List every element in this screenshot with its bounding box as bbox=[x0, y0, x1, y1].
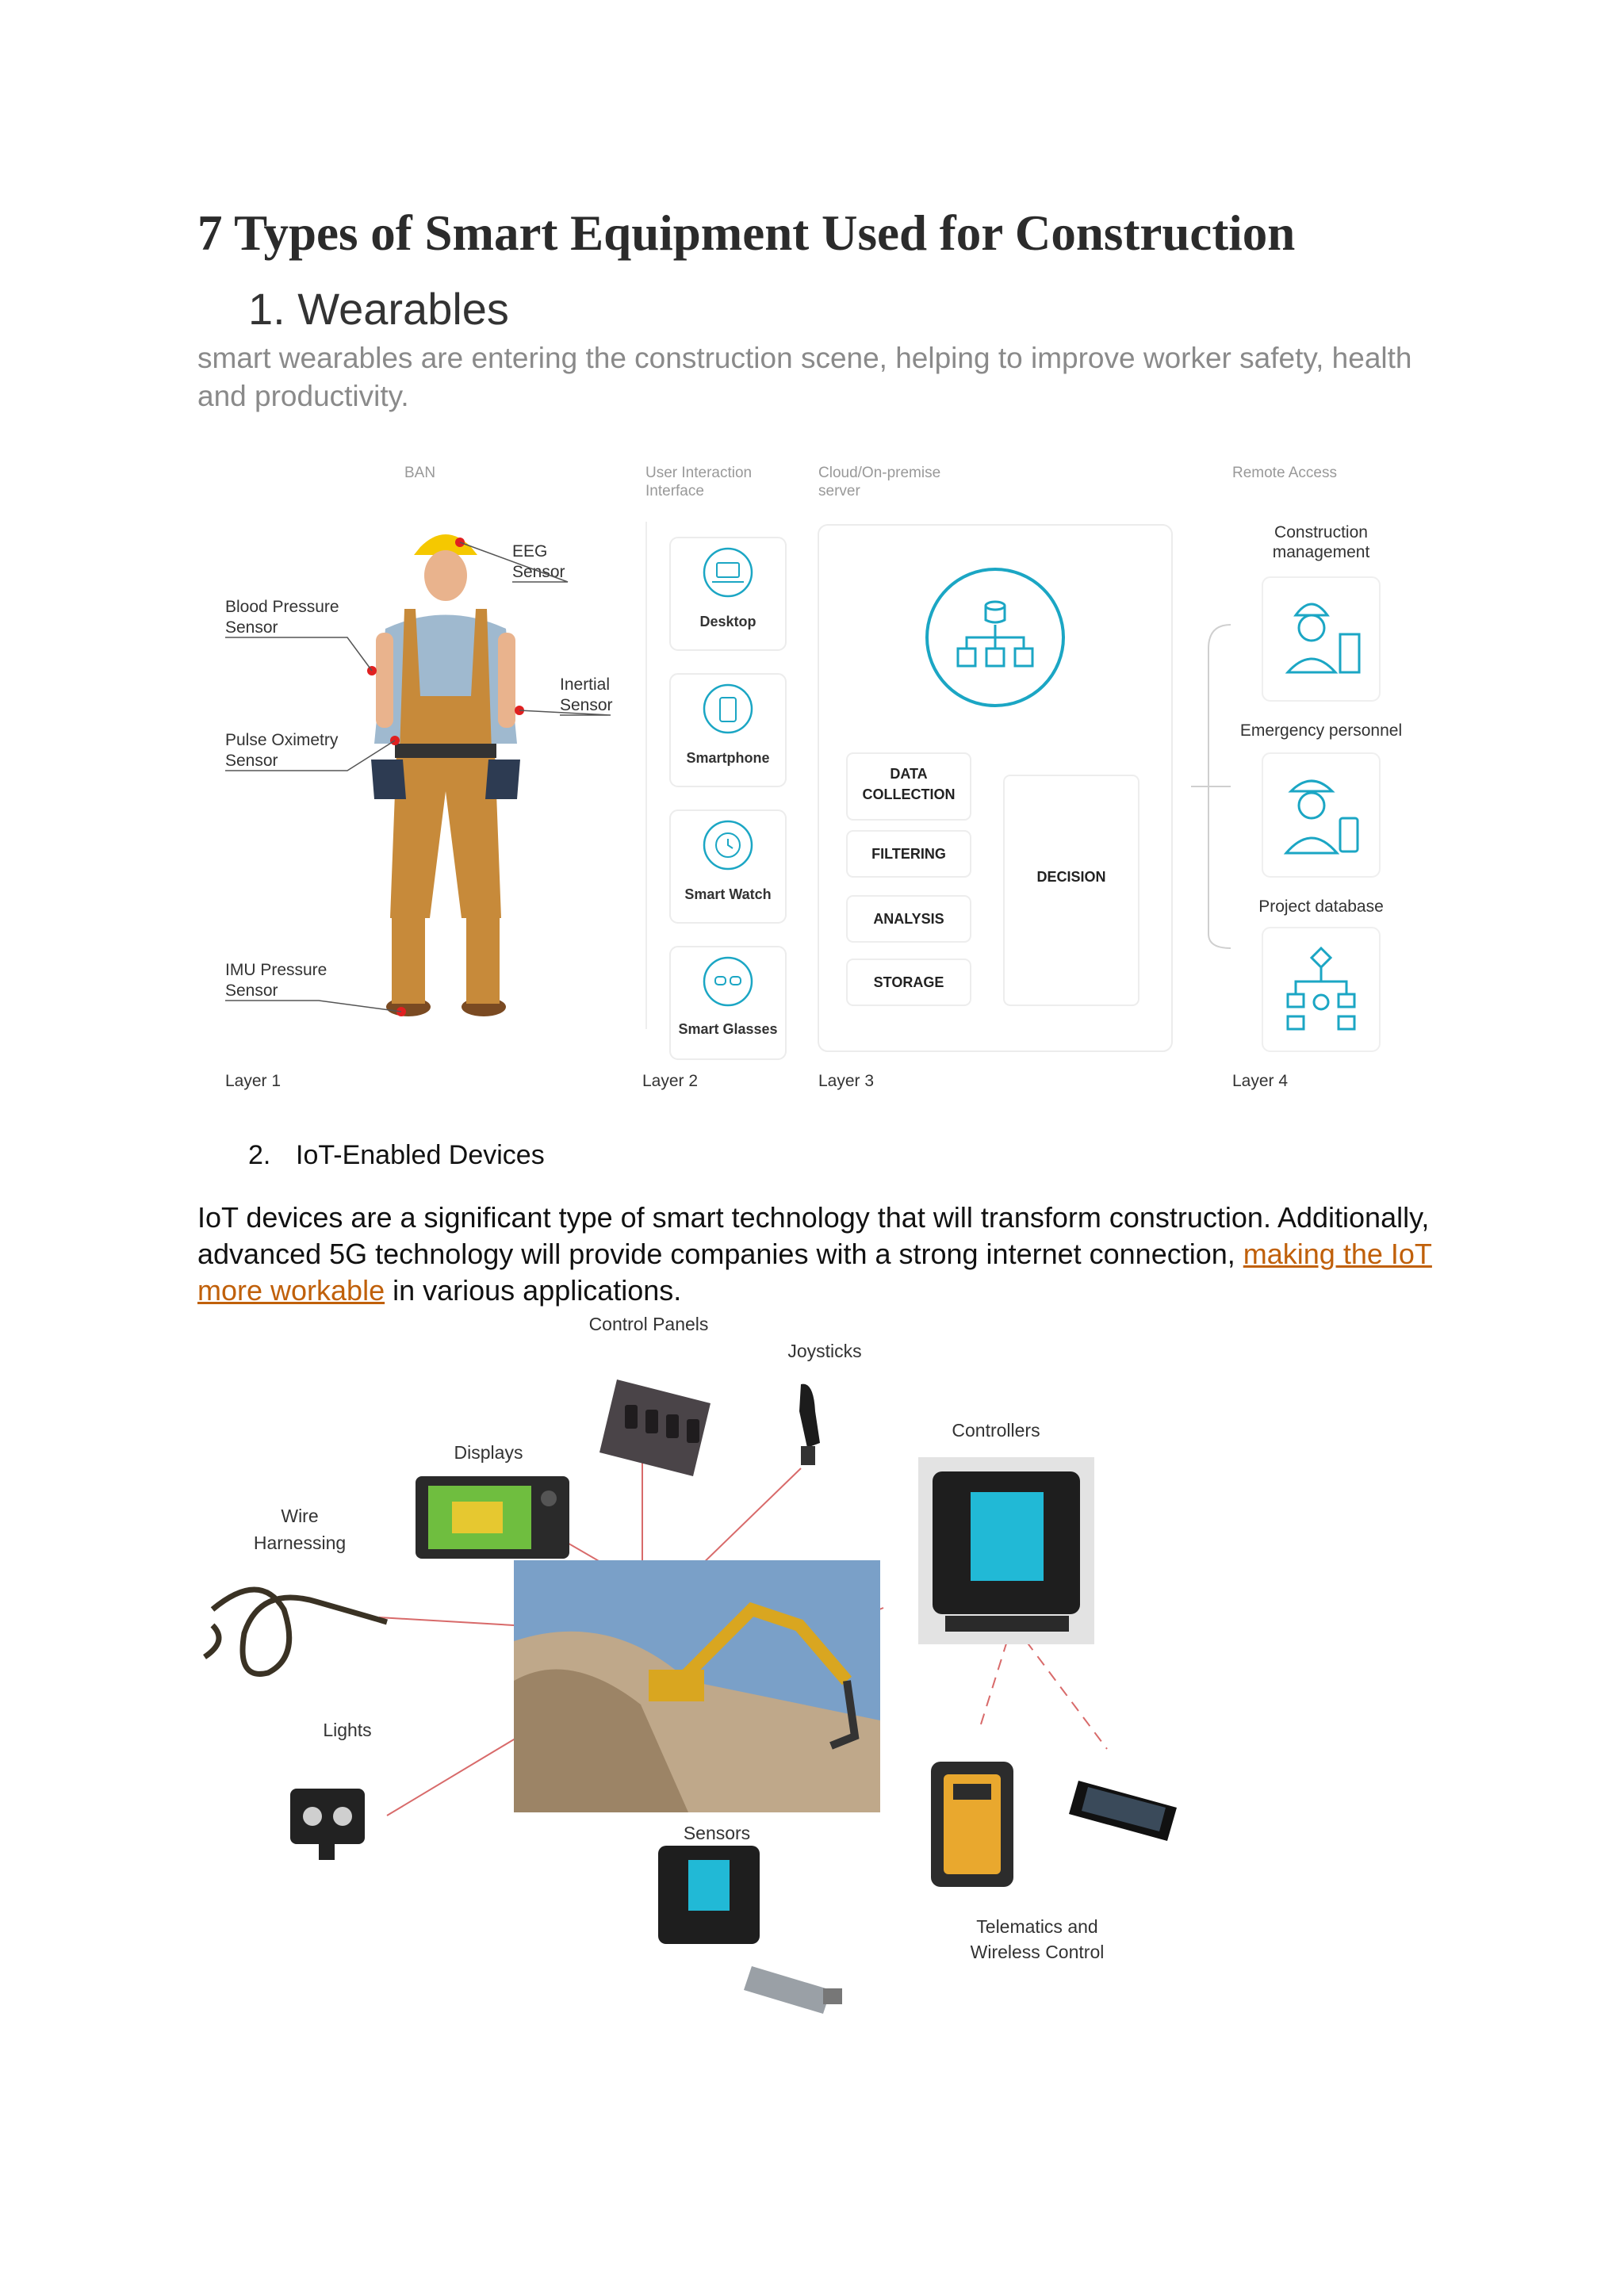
header-ban: BAN bbox=[404, 465, 436, 481]
sensor-label-bp-1: Blood Pressure bbox=[225, 598, 339, 616]
label-telematics-2: Wireless Control bbox=[970, 1942, 1105, 1962]
stage-label-storage: STORAGE bbox=[873, 974, 944, 990]
label-control-panels: Control Panels bbox=[588, 1314, 709, 1334]
wearables-architecture-figure bbox=[208, 458, 1429, 1100]
header-ui-line1: User Interaction bbox=[645, 465, 753, 481]
wearables-description: smart wearables are entering the construction scene, helping to improve worker safety, health and productivity. bbox=[197, 342, 1412, 412]
label-controllers: Controllers bbox=[952, 1420, 1040, 1441]
stage-label-filtering: FILTERING bbox=[871, 846, 946, 862]
section-heading-text: IoT-Enabled Devices bbox=[296, 1140, 545, 1170]
telematics-handheld-image bbox=[931, 1762, 1013, 1887]
header-cloud-line1: Cloud/On-premise bbox=[818, 465, 941, 481]
remote-label-cm-1: Construction bbox=[1274, 523, 1368, 541]
iot-devices-figure bbox=[197, 1308, 1196, 2038]
page-title: 7 Types of Smart Equipment Used for Construction bbox=[197, 205, 1296, 261]
section-heading-iot bbox=[248, 1140, 545, 1171]
emergency-personnel-icon bbox=[1262, 753, 1380, 877]
construction-worker-illustration bbox=[367, 534, 524, 1016]
label-sensors: Sensors bbox=[683, 1823, 751, 1843]
iot-paragraph-end: in various applications. bbox=[385, 1274, 682, 1307]
layer-label-2: Layer 2 bbox=[642, 1072, 699, 1090]
label-joysticks: Joysticks bbox=[787, 1341, 862, 1361]
stage-label-analysis: ANALYSIS bbox=[873, 911, 944, 927]
sensor-label-imu-2: Sensor bbox=[225, 982, 278, 1000]
stage-label-data-2: COLLECTION bbox=[862, 786, 956, 802]
sensor-label-inertial-2: Sensor bbox=[560, 696, 613, 714]
layer-label-4: Layer 4 bbox=[1232, 1072, 1289, 1090]
layer-label-1: Layer 1 bbox=[225, 1072, 282, 1090]
project-database-icon bbox=[1262, 928, 1380, 1051]
iot-workable-link[interactable]: making the IoT more workable bbox=[197, 1238, 1432, 1307]
label-lights: Lights bbox=[323, 1720, 372, 1740]
sensor-label-pulse-2: Sensor bbox=[225, 752, 278, 770]
work-light-image bbox=[290, 1789, 365, 1860]
sensor-label-imu-1: IMU Pressure bbox=[225, 961, 327, 979]
joystick-image bbox=[799, 1384, 820, 1465]
remote-label-cm-2: management bbox=[1272, 543, 1370, 561]
sensor-label-eeg-2: Sensor bbox=[512, 563, 565, 581]
label-telematics-1: Telematics and bbox=[976, 1916, 1098, 1937]
label-wire-2: Harnessing bbox=[253, 1533, 347, 1553]
device-label-smartwatch: Smart Watch bbox=[684, 886, 772, 902]
device-card-smartwatch bbox=[670, 810, 786, 923]
stage-decision bbox=[1004, 775, 1139, 1005]
device-label-desktop: Desktop bbox=[699, 614, 756, 629]
stage-label-data-1: DATA bbox=[890, 766, 928, 782]
remote-label-emergency: Emergency personnel bbox=[1239, 721, 1403, 740]
excavator-photo bbox=[514, 1560, 880, 1812]
device-card-desktop bbox=[670, 538, 786, 650]
label-wire-1: Wire bbox=[281, 1506, 319, 1526]
controller-image bbox=[918, 1457, 1094, 1644]
header-ui-line2: Interface bbox=[645, 483, 704, 499]
construction-manager-icon bbox=[1262, 577, 1380, 701]
device-card-smartphone bbox=[670, 674, 786, 786]
section-heading-wearables: 1. Wearables bbox=[248, 284, 509, 334]
device-card-smartglasses bbox=[670, 947, 786, 1059]
sensor-label-pulse-1: Pulse Oximetry bbox=[225, 731, 339, 749]
stage-label-decision: DECISION bbox=[1036, 869, 1106, 885]
section-number: 2. bbox=[248, 1140, 271, 1170]
iot-paragraph bbox=[197, 1200, 1434, 1309]
remote-label-project: Project database bbox=[1258, 897, 1384, 916]
sensor-label-inertial-1: Inertial bbox=[560, 675, 611, 694]
display-image bbox=[416, 1476, 569, 1559]
sensor-label-eeg-1: EEG bbox=[512, 542, 548, 561]
control-panel-image bbox=[599, 1380, 710, 1476]
layer-label-3: Layer 3 bbox=[818, 1072, 875, 1090]
device-label-smartglasses: Smart Glasses bbox=[678, 1021, 778, 1037]
remote-access-bracket bbox=[1191, 625, 1231, 948]
sensor-label-bp-2: Sensor bbox=[225, 618, 278, 637]
device-label-smartphone: Smartphone bbox=[686, 750, 770, 766]
header-remote: Remote Access bbox=[1232, 465, 1337, 481]
sensor-device-image bbox=[658, 1846, 842, 2014]
smartphone-image bbox=[1069, 1781, 1177, 1841]
label-displays: Displays bbox=[454, 1442, 523, 1463]
wire-harness-image bbox=[205, 1590, 387, 1674]
iot-paragraph-start: IoT devices are a significant type of smart technology that will transform construction. Additionally, advanced 5G technology will provide companies with a strong internet connection, bbox=[197, 1201, 1430, 1270]
header-cloud-line2: server bbox=[818, 483, 860, 499]
